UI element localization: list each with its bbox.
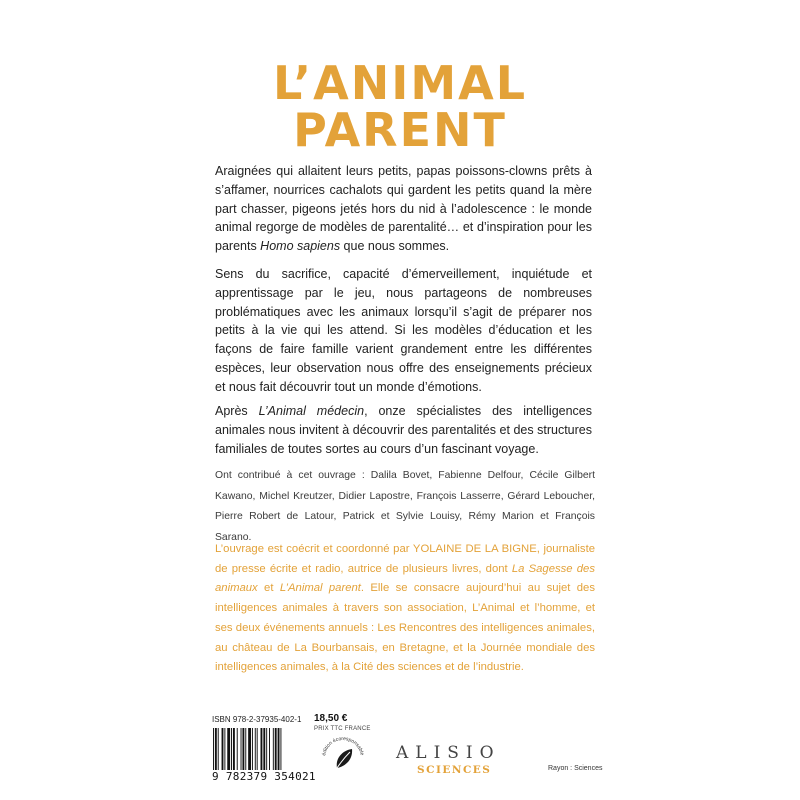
author-bio xyxy=(215,540,595,678)
price-note: PRIX TTC FRANCE xyxy=(314,726,371,732)
price-label: 18,50 € xyxy=(314,713,348,724)
blurb-p3-text-b: , onze spécialistes des intelligences animales nous invitent à découvrir des parentalités et des structures familiales de toutes sortes au cours d’un fascinant voyage. xyxy=(215,404,592,456)
blurb-paragraph-1 xyxy=(215,162,592,256)
blurb-paragraph-2: Sens du sacrifice, capacité d’émerveillement, inquiétude et apprentissage par le jeu, nous partageons de nombreuses problématiques avec les animaux lorsqu’il s’agit de préparer nos petits à la vie qui les attend. Si les modèles d’éducation et les façons de faire famille varient grandement entre les différentes espèces, leur observation nous offre des enseignements précieux et nous fait découvrir tout un monde d’émotions. xyxy=(215,267,592,394)
eco-logo-text: édition écoresponsable xyxy=(321,735,365,757)
blurb-p3-text-a: Après xyxy=(215,404,259,418)
blurb-p1-italic: Homo sapiens xyxy=(260,239,341,254)
publisher-logo: ALISIO xyxy=(396,743,501,763)
blurb-p1-text-b: que nous sommes. xyxy=(340,239,450,254)
author-bio-text-c: . Elle se consacre aujourd’hui au sujet des intelligences animales à travers son association, L’Animal et l’homme, et ses deux événements annuels : Les Rencontres des intelligences animales, au château de La Bourbansais, en Bretagne, et la Journée mondiale des intelligences animales, à la Cité des sciences et de l’industrie. xyxy=(215,582,595,674)
shelf-category: Rayon : Sciences xyxy=(548,765,603,772)
eco-leaf-logo-icon xyxy=(320,735,366,781)
author-bio-text-b: et xyxy=(257,582,280,595)
barcode-digits: 9 782379 354021 xyxy=(212,770,316,783)
author-bio-italic-2: L’Animal parent xyxy=(279,582,361,595)
blurb-paragraph-3 xyxy=(215,402,592,458)
contributors-list: Ont contribué à cet ouvrage : Dalila Bovet, Fabienne Delfour, Cécile Gilbert Kawano, Michel Kreutzer, Didier Lapostre, François Lasserre, Gérard Leboucher, Pierre Robert de Latour, Patrick et Sylvie Louisy, Rémy Marion et François Sarano. xyxy=(215,470,595,543)
book-title-line1: L’ANIMAL xyxy=(272,56,528,110)
isbn-label: ISBN 978-2-37935-402-1 xyxy=(212,715,302,724)
author-bio-italic-1: La Sagesse des animaux xyxy=(215,562,595,595)
publisher-imprint: SCIENCES xyxy=(417,764,492,776)
blurb-p3-italic: L’Animal médecin xyxy=(258,404,365,418)
book-title-line2: PARENT xyxy=(293,103,507,157)
blurb-p1-text-a: Araignées qui allaitent leurs petits, papas poissons-clowns prêts à s’affamer, nourrices cachalots qui gardent les petits quand la mère part chasser, pigeons jetés hors du nid à l’adolescence : le monde animal regorge de modèles de parentalité… et d’inspiration pour les parents xyxy=(215,164,592,254)
author-bio-text-a: L’ouvrage est coécrit et coordonné par YOLAINE DE LA BIGNE, journaliste de presse écrite et radio, autrice de plusieurs livres, dont xyxy=(215,543,595,575)
